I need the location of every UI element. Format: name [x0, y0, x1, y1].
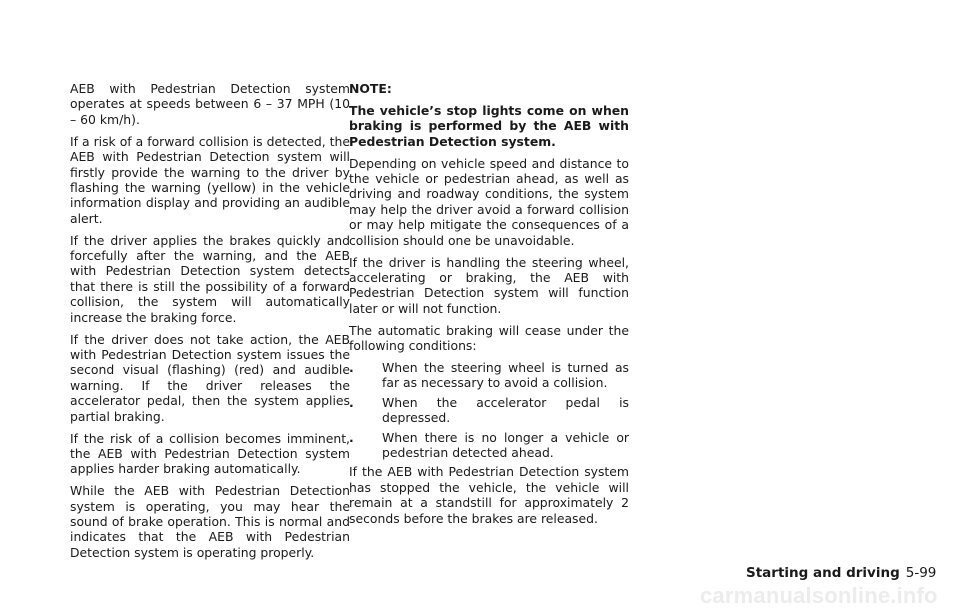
left-column [70, 81, 350, 567]
second-warning-paragraph: If the driver does not take action, the AEB with Pedestrian Detection system issues the second visual (flashing) (red) and audible warning. If the driver releases the accelerator pedal, then the system applies partial braking. [70, 331, 350, 424]
list-item-text: When the steering wheel is turned as far as necessary to avoid a collision. [382, 360, 629, 391]
list-item-text: When there is no longer a vehicle or pedestrian detected ahead. [382, 429, 629, 461]
note-label: NOTE: [349, 81, 392, 96]
conditions-paragraph: Depending on vehicle speed and distance to the vehicle or pedestrian ahead, as well as driving and roadway conditions, the system may help the driver avoid a forward collision or may help mitigate the consequences of a collision should one be unavoidable. [349, 155, 629, 248]
brake-assist-paragraph: If the driver applies the brakes quickly and forcefully after the warning, and the AEB with Pedestrian Detection system detects that there is still the possibility of a forward collision, the system will automatically increase the braking force. [70, 232, 350, 325]
list-item [349, 430, 629, 461]
harder-braking-paragraph: If the risk of a collision becomes imminent, the AEB with Pedestrian Detection system applies harder braking automatically. [70, 430, 350, 477]
right-column [349, 81, 629, 533]
standstill-paragraph: If the AEB with Pedestrian Detection system has stopped the vehicle, the vehicle will remain at a standstill for approximately 2 seconds before the brakes are released. [349, 464, 629, 526]
driver-handling-paragraph: If the driver is handling the steering wheel, accelerating or braking, the AEB with Pedestrian Detection system will function later or will not function. [349, 254, 629, 316]
bullet-marker: . [349, 394, 354, 410]
page-number: 5-99 [905, 565, 937, 581]
bullet-marker: . [349, 429, 354, 445]
note-text: The vehicle’s stop lights come on when braking is performed by the AEB with Pedestrian Detection system. [349, 102, 629, 149]
speed-range-paragraph: AEB with Pedestrian Detection system operates at speeds between 6 – 37 MPH (10 – 60 km/h). [70, 81, 350, 127]
cease-intro-paragraph: The automatic braking will cease under the following conditions: [349, 322, 629, 354]
watermark: carmanualsonline.info [700, 583, 938, 608]
section-title: Starting and driving [746, 565, 900, 581]
brake-sound-paragraph: While the AEB with Pedestrian Detection system is operating, you may hear the sound of brake operation. This is normal and indicates that the AEB with Pedestrian Detection system is operating properly. [70, 483, 350, 560]
list-item [349, 395, 629, 426]
bullet-marker: . [349, 360, 354, 375]
list-item-text: When the accelerator pedal is depressed. [382, 394, 629, 426]
first-warning-paragraph: If a risk of a forward collision is detected, the AEB with Pedestrian Detection system will firstly provide the warning to the driver by flashing the warning (yellow) in the vehicle information display and providing an audible alert. [70, 133, 350, 226]
cease-conditions-list [349, 360, 629, 460]
page-footer [746, 565, 936, 581]
list-item [349, 360, 629, 391]
